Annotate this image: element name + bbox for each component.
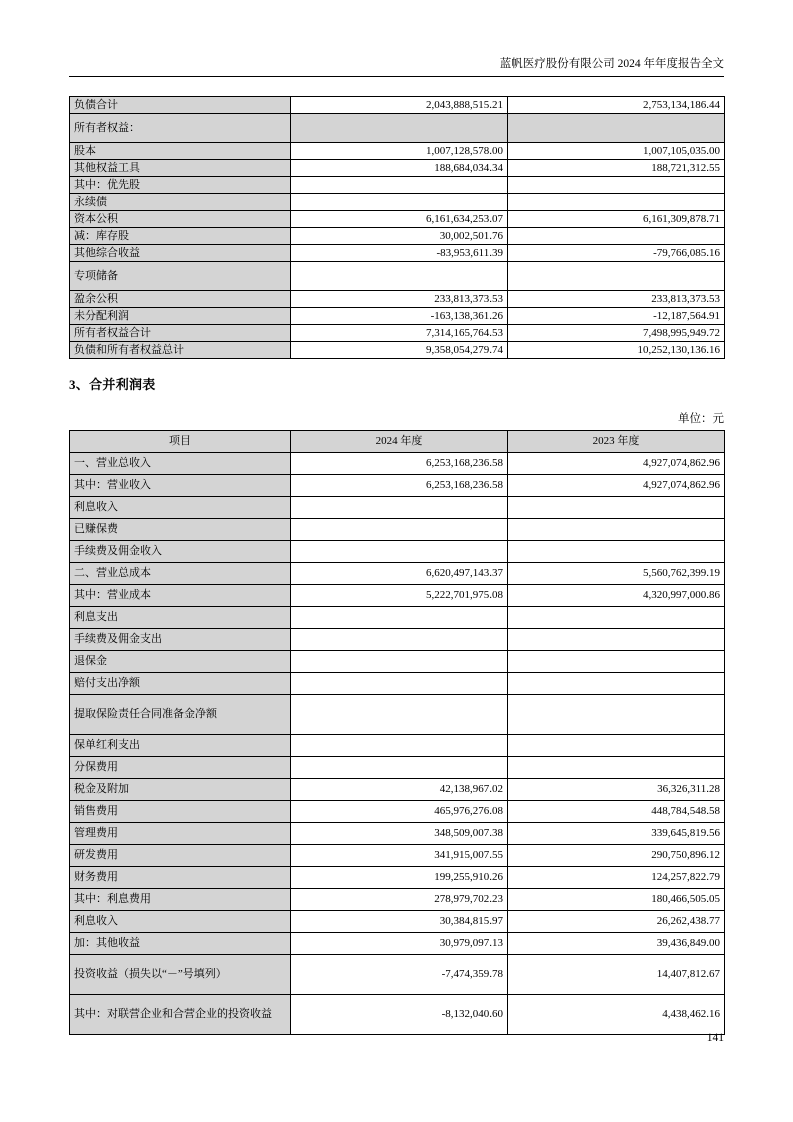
table-row [70,519,725,541]
table-row [70,97,725,114]
cell-year-current: 278,979,702.23 [291,889,508,911]
cell-year-prior: -79,766,085.16 [508,245,725,262]
table-row [70,735,725,757]
row-label: 管理费用 [70,823,291,845]
row-label: 盈余公积 [70,291,291,308]
cell-year-prior [508,497,725,519]
table-row [70,651,725,673]
row-label: 其中：优先股 [70,177,291,194]
cell-year-prior [508,541,725,563]
cell-year-current [291,541,508,563]
table-row [70,541,725,563]
cell-year-current: 2,043,888,515.21 [291,97,508,114]
cell-year-current [291,114,508,143]
table-row [70,160,725,177]
row-label: 退保金 [70,651,291,673]
table-row [70,695,725,735]
cell-year-current [291,262,508,291]
income-statement-body [70,453,725,1035]
cell-year-current: 30,979,097.13 [291,933,508,955]
table-row [70,955,725,995]
row-label: 股本 [70,143,291,160]
cell-year-prior [508,695,725,735]
cell-year-prior: 7,498,995,949.72 [508,325,725,342]
row-label: 负债和所有者权益总计 [70,342,291,359]
cell-year-current: 233,813,373.53 [291,291,508,308]
balance-sheet-body [70,97,725,359]
row-label: 二、营业总成本 [70,563,291,585]
running-header: 蓝帆医疗股份有限公司 2024 年年度报告全文 [499,58,724,70]
cell-year-prior: 188,721,312.55 [508,160,725,177]
cell-year-prior: 4,927,074,862.96 [508,475,725,497]
row-label: 负债合计 [70,97,291,114]
cell-year-prior: 5,560,762,399.19 [508,563,725,585]
row-label: 专项储备 [70,262,291,291]
unit-note: 单位：元 [678,413,724,425]
cell-year-prior: 339,645,819.56 [508,823,725,845]
row-label: 研发费用 [70,845,291,867]
cell-year-current: -8,132,040.60 [291,995,508,1035]
row-label: 减：库存股 [70,228,291,245]
cell-year-prior [508,673,725,695]
row-label: 保单红利支出 [70,735,291,757]
table-row [70,177,725,194]
row-label: 所有者权益： [70,114,291,143]
row-label: 资本公积 [70,211,291,228]
cell-year-current [291,194,508,211]
cell-year-prior [508,114,725,143]
table-row [70,342,725,359]
row-label: 永续债 [70,194,291,211]
table-row [70,845,725,867]
table-row [70,143,725,160]
table-row [70,194,725,211]
row-label: 税金及附加 [70,779,291,801]
cell-year-prior [508,651,725,673]
cell-year-current [291,651,508,673]
cell-year-current: 348,509,007.38 [291,823,508,845]
cell-year-prior: 4,438,462.16 [508,995,725,1035]
row-label: 利息收入 [70,497,291,519]
cell-year-prior [508,519,725,541]
row-label: 其中：营业收入 [70,475,291,497]
cell-year-prior: 233,813,373.53 [508,291,725,308]
cell-year-prior [508,228,725,245]
cell-year-current [291,607,508,629]
table-row [70,607,725,629]
cell-year-current [291,695,508,735]
cell-year-current: 6,253,168,236.58 [291,475,508,497]
row-label: 提取保险责任合同准备金净额 [70,695,291,735]
row-label: 财务费用 [70,867,291,889]
row-label: 手续费及佣金收入 [70,541,291,563]
row-label: 已赚保费 [70,519,291,541]
cell-year-current: 30,002,501.76 [291,228,508,245]
cell-year-prior: 26,262,438.77 [508,911,725,933]
cell-year-prior: 4,927,074,862.96 [508,453,725,475]
cell-year-current: 188,684,034.34 [291,160,508,177]
cell-year-prior [508,194,725,211]
table-row [70,933,725,955]
table-row [70,911,725,933]
cell-year-current: -163,138,361.26 [291,308,508,325]
row-label: 赔付支出净额 [70,673,291,695]
row-label: 分保费用 [70,757,291,779]
table-row [70,325,725,342]
table-header-row [70,431,725,453]
cell-year-current: 6,161,634,253.07 [291,211,508,228]
cell-year-current: 1,007,128,578.00 [291,143,508,160]
cell-year-prior [508,607,725,629]
table-row [70,497,725,519]
cell-year-prior [508,262,725,291]
table-row [70,245,725,262]
row-label: 其他权益工具 [70,160,291,177]
cell-year-current [291,757,508,779]
row-label: 其中：对联营企业和合营企业的投资收益 [70,995,291,1035]
cell-year-current: 199,255,910.26 [291,867,508,889]
table-row [70,867,725,889]
cell-year-prior: 10,252,130,136.16 [508,342,725,359]
section-heading: 3、合并利润表 [69,377,156,392]
cell-year-current: 9,358,054,279.74 [291,342,508,359]
table-row [70,995,725,1035]
cell-year-current: 42,138,967.02 [291,779,508,801]
cell-year-current: 30,384,815.97 [291,911,508,933]
row-label: 所有者权益合计 [70,325,291,342]
row-label: 其中：利息费用 [70,889,291,911]
table-row [70,889,725,911]
table-row [70,291,725,308]
cell-year-prior: 39,436,849.00 [508,933,725,955]
cell-year-current: 6,620,497,143.37 [291,563,508,585]
cell-year-current [291,497,508,519]
cell-year-current: 465,976,276.08 [291,801,508,823]
cell-year-prior: 448,784,548.58 [508,801,725,823]
table-row [70,629,725,651]
row-label: 其他综合收益 [70,245,291,262]
row-label: 利息支出 [70,607,291,629]
column-header-year-prior: 2023 年度 [508,431,725,453]
cell-year-prior: -12,187,564.91 [508,308,725,325]
cell-year-current [291,735,508,757]
table-row [70,211,725,228]
cell-year-prior: 290,750,896.12 [508,845,725,867]
cell-year-prior [508,177,725,194]
cell-year-current: 341,915,007.55 [291,845,508,867]
cell-year-current [291,177,508,194]
column-header-item: 项目 [70,431,291,453]
row-label: 一、营业总收入 [70,453,291,475]
table-row [70,673,725,695]
table-row [70,801,725,823]
table-row [70,823,725,845]
row-label: 投资收益（损失以“－”号填列） [70,955,291,995]
cell-year-current: 5,222,701,975.08 [291,585,508,607]
cell-year-prior [508,629,725,651]
cell-year-prior: 180,466,505.05 [508,889,725,911]
cell-year-current [291,519,508,541]
table-row [70,779,725,801]
row-label: 其中：营业成本 [70,585,291,607]
row-label: 加：其他收益 [70,933,291,955]
cell-year-prior: 4,320,997,000.86 [508,585,725,607]
cell-year-current: -7,474,359.78 [291,955,508,995]
cell-year-prior: 14,407,812.67 [508,955,725,995]
cell-year-prior: 1,007,105,035.00 [508,143,725,160]
row-label: 利息收入 [70,911,291,933]
table-row [70,563,725,585]
cell-year-current: 7,314,165,764.53 [291,325,508,342]
table-row [70,308,725,325]
row-label: 未分配利润 [70,308,291,325]
cell-year-current: -83,953,611.39 [291,245,508,262]
table-row [70,114,725,143]
table-row [70,228,725,245]
column-header-year-current: 2024 年度 [291,431,508,453]
table-row [70,475,725,497]
table-row [70,262,725,291]
income-statement-table [69,430,725,1035]
cell-year-prior: 36,326,311.28 [508,779,725,801]
row-label: 手续费及佣金支出 [70,629,291,651]
header-divider-rule [69,76,724,77]
cell-year-prior: 2,753,134,186.44 [508,97,725,114]
table-row [70,757,725,779]
balance-sheet-table [69,96,725,359]
table-row [70,453,725,475]
cell-year-prior [508,757,725,779]
cell-year-prior: 6,161,309,878.71 [508,211,725,228]
row-label: 销售费用 [70,801,291,823]
page-number: 141 [706,1032,724,1044]
cell-year-current [291,629,508,651]
cell-year-prior: 124,257,822.79 [508,867,725,889]
cell-year-current [291,673,508,695]
table-row [70,585,725,607]
cell-year-prior [508,735,725,757]
income-statement-head [70,431,725,453]
cell-year-current: 6,253,168,236.58 [291,453,508,475]
